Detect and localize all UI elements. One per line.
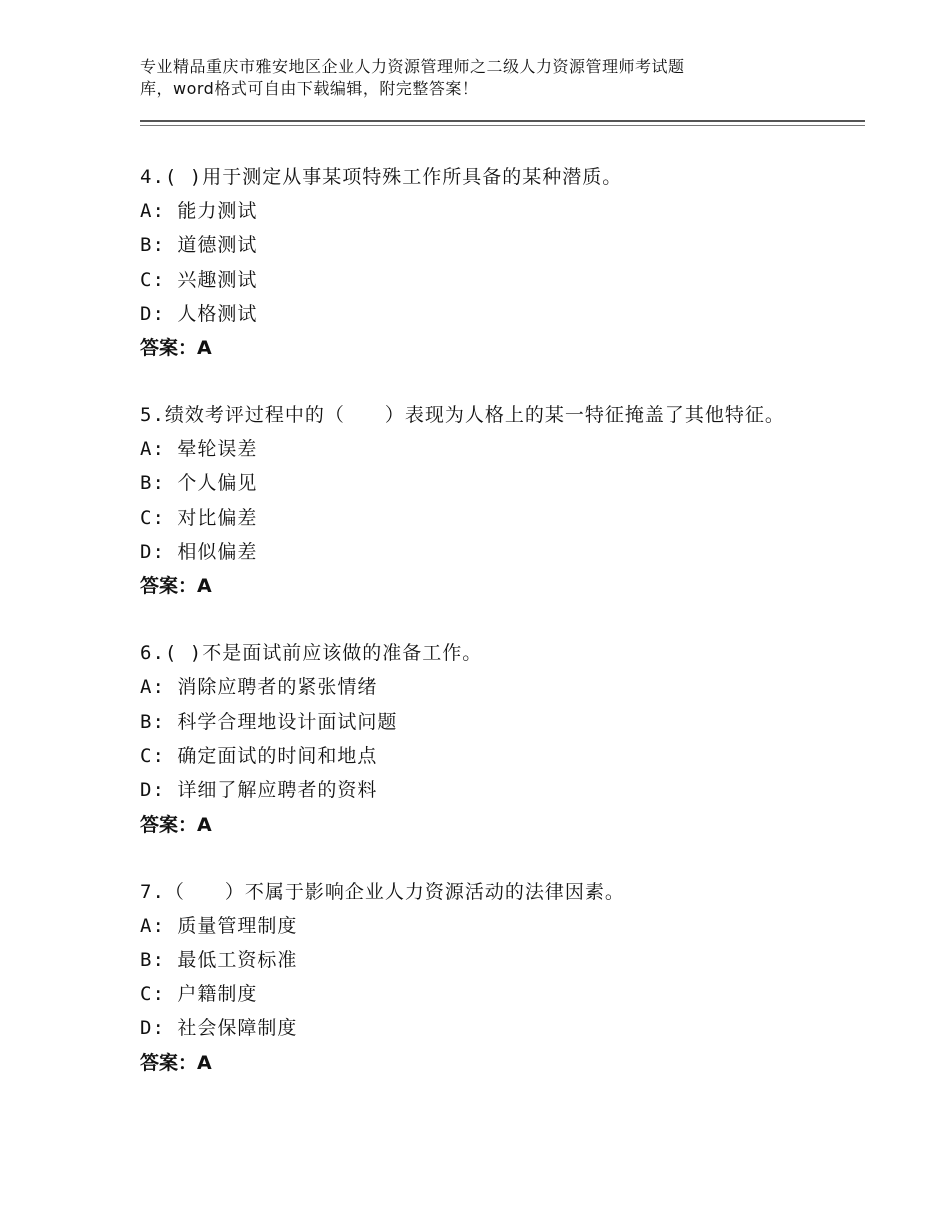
option-d: D: 详细了解应聘者的资料 <box>140 779 378 802</box>
answer-label: 答案：A <box>140 813 212 836</box>
question-list <box>140 160 840 1113</box>
option-c: C: 对比偏差 <box>140 506 258 529</box>
option-a: A: 晕轮误差 <box>140 438 258 461</box>
answer-label: 答案：A <box>140 575 212 598</box>
question-7 <box>140 875 840 1080</box>
header-divider <box>140 120 865 126</box>
option-d: D: 相似偏差 <box>140 541 258 564</box>
question-text: 4.( )用于测定从事某项特殊工作所具备的某种潜质。 <box>140 166 623 188</box>
document-header <box>140 56 800 100</box>
option-d: D: 人格测试 <box>140 302 258 325</box>
question-5 <box>140 398 840 603</box>
question-6 <box>140 636 840 841</box>
answer-label: 答案：A <box>140 1051 212 1074</box>
option-c: C: 确定面试的时间和地点 <box>140 744 378 767</box>
header-line-2: 库，word格式可自由下载编辑，附完整答案！ <box>140 79 479 98</box>
option-b: B: 科学合理地设计面试问题 <box>140 710 398 733</box>
question-text: 6.( )不是面试前应该做的准备工作。 <box>140 642 483 665</box>
question-4 <box>140 160 840 365</box>
question-text: 7.（ ）不属于影响企业人力资源活动的法律因素。 <box>140 880 625 903</box>
option-a: A: 质量管理制度 <box>140 914 298 937</box>
question-text: 5.绩效考评过程中的（ ）表现为人格上的某一特征掩盖了其他特征。 <box>140 404 785 427</box>
option-c: C: 兴趣测试 <box>140 268 258 291</box>
option-b: B: 最低工资标准 <box>140 948 298 971</box>
header-line-1: 专业精品重庆市雅安地区企业人力资源管理师之二级人力资源管理师考试题 <box>140 57 685 76</box>
option-c: C: 户籍制度 <box>140 983 258 1006</box>
option-a: A: 能力测试 <box>140 200 258 222</box>
option-a: A: 消除应聘者的紧张情绪 <box>140 676 378 699</box>
option-b: B: 个人偏见 <box>140 472 258 495</box>
option-d: D: 社会保障制度 <box>140 1017 298 1040</box>
answer-label: 答案：A <box>140 337 212 360</box>
option-b: B: 道德测试 <box>140 234 258 257</box>
